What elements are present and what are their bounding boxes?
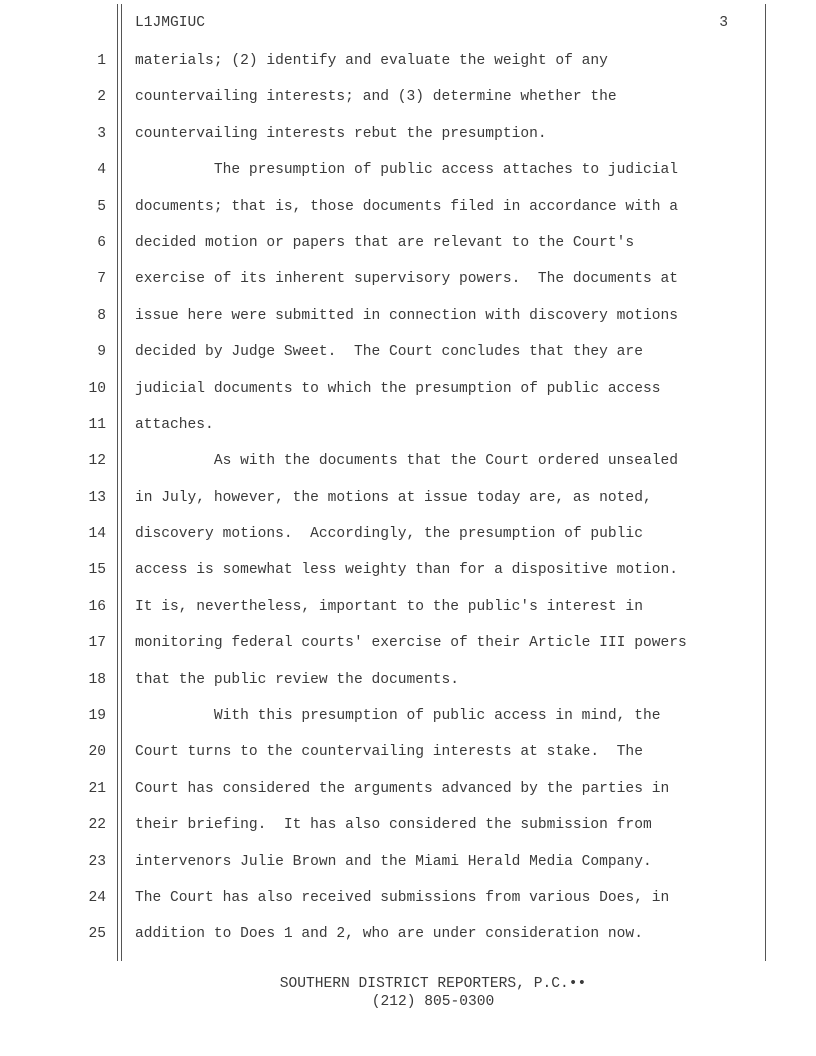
line-text: their briefing. It has also considered the submission from — [135, 817, 652, 834]
line-text: The Court has also received submissions from various Does, in — [135, 889, 670, 906]
transcript-line — [0, 198, 816, 234]
line-text: discovery motions. Accordingly, the presumption of public — [135, 526, 643, 543]
line-text: With this presumption of public access in mind, the — [135, 708, 661, 725]
transcript-line — [0, 525, 816, 561]
line-number: 5 — [97, 198, 106, 215]
line-number: 20 — [88, 744, 106, 761]
line-number: 2 — [97, 89, 106, 106]
line-number: 16 — [88, 598, 106, 615]
line-number: 24 — [88, 889, 106, 906]
transcript-line — [0, 380, 816, 416]
transcript-line — [0, 671, 816, 707]
transcript-line — [0, 452, 816, 488]
line-text: decided by Judge Sweet. The Court concludes that they are — [135, 344, 643, 361]
transcript-line — [0, 416, 816, 452]
line-text: materials; (2) identify and evaluate the weight of any — [135, 53, 608, 69]
line-text: attaches. — [135, 416, 214, 433]
transcript-line — [0, 816, 816, 852]
line-number: 22 — [88, 817, 106, 834]
transcript-line — [0, 88, 816, 124]
line-number: 13 — [88, 489, 106, 506]
transcript-line — [0, 343, 816, 379]
transcript-line — [0, 634, 816, 670]
line-text: intervenors Julie Brown and the Miami Herald Media Company. — [135, 853, 652, 870]
line-text: documents; that is, those documents filed in accordance with a — [135, 198, 678, 215]
transcript-line — [0, 52, 816, 88]
transcript-line — [0, 270, 816, 306]
line-text: addition to Does 1 and 2, who are under consideration now. — [135, 926, 643, 943]
line-number: 10 — [88, 380, 106, 397]
line-number: 8 — [97, 307, 106, 324]
line-number: 15 — [88, 562, 106, 579]
line-number: 23 — [88, 853, 106, 870]
transcript-line — [0, 234, 816, 270]
line-number: 19 — [88, 708, 106, 725]
line-number: 21 — [88, 780, 106, 797]
transcript-line — [0, 707, 816, 743]
case-code: L1JMGIUC — [135, 15, 206, 31]
line-number: 17 — [88, 635, 106, 652]
reporter-phone: (212) 805-0300 — [371, 994, 495, 1010]
line-number: 18 — [88, 671, 106, 688]
line-text: decided motion or papers that are relevant to the Court's — [135, 234, 635, 251]
line-text: The presumption of public access attaches to judicial — [135, 162, 678, 179]
line-number: 9 — [97, 344, 106, 361]
line-text: As with the documents that the Court ordered unsealed — [135, 453, 678, 470]
page-number: 3 — [719, 15, 728, 31]
transcript-line — [0, 561, 816, 597]
line-number: 1 — [97, 53, 106, 69]
line-text: that the public review the documents. — [135, 671, 460, 688]
transcript-line — [0, 125, 816, 161]
transcript-line — [0, 598, 816, 634]
transcript-line — [0, 743, 816, 779]
line-text: judicial documents to which the presumption of public access — [135, 380, 661, 397]
line-text: Court has considered the arguments advanced by the parties in — [135, 780, 670, 797]
transcript-line — [0, 161, 816, 197]
transcript-line — [0, 307, 816, 343]
reporter-name: SOUTHERN DISTRICT REPORTERS, P.C.•• — [279, 976, 587, 992]
line-text: countervailing interests; and (3) determine whether the — [135, 89, 617, 106]
line-text: access is somewhat less weighty than for a dispositive motion. — [135, 562, 678, 579]
line-text: countervailing interests rebut the presumption. — [135, 125, 547, 142]
transcript-lines — [0, 52, 816, 962]
line-text: in July, however, the motions at issue today are, as noted, — [135, 489, 652, 506]
line-text: exercise of its inherent supervisory powers. The documents at — [135, 271, 678, 288]
line-number: 14 — [88, 526, 106, 543]
line-number: 4 — [97, 162, 106, 179]
line-number: 3 — [97, 125, 106, 142]
line-text: It is, nevertheless, important to the public's interest in — [135, 598, 643, 615]
transcript-line — [0, 489, 816, 525]
transcript-line — [0, 925, 816, 961]
transcript-line — [0, 889, 816, 925]
line-number: 12 — [88, 453, 106, 470]
transcript-line — [0, 780, 816, 816]
line-number: 25 — [88, 926, 106, 943]
line-text: Court turns to the countervailing interests at stake. The — [135, 744, 643, 761]
line-text: issue here were submitted in connection with discovery motions — [135, 307, 678, 324]
transcript-line — [0, 853, 816, 889]
line-number: 6 — [97, 234, 106, 251]
line-number: 11 — [88, 416, 106, 433]
footer — [0, 975, 816, 1011]
line-number: 7 — [97, 271, 106, 288]
line-text: monitoring federal courts' exercise of their Article III powers — [135, 635, 687, 652]
